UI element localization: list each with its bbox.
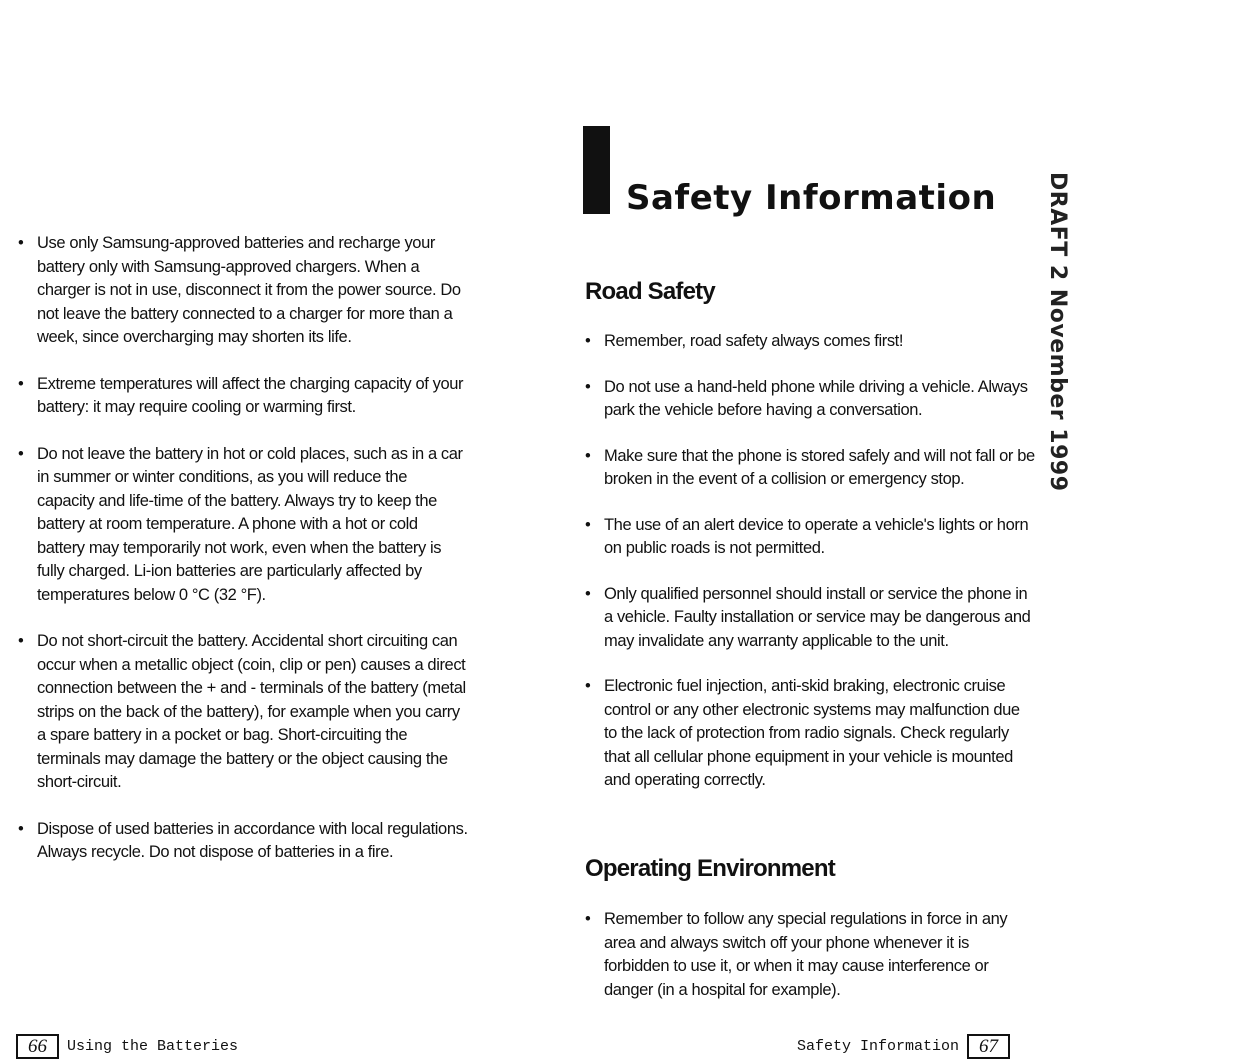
section-marker-bar (583, 126, 610, 214)
page-number-left: 66 (16, 1034, 59, 1059)
list-item: • Dispose of used batteries in accordance with local regulations. Always recycle. Do not dispose of batteries in a fire. (18, 818, 468, 865)
list-item: • Make sure that the phone is stored safely and will not fall or be broken in the event of a collision or emergency stop. (585, 445, 1035, 492)
list-item: • The use of an alert device to operate a vehicle's lights or horn on public roads is not permitted. (585, 514, 1035, 561)
footer-label-left: Using the Batteries (67, 1038, 239, 1055)
list-item: • Use only Samsung-approved batteries and recharge your battery only with Samsung-approved chargers. When a charger is not in use, disconnect it from the power source. Do not leave the battery connected to a charger for more than a week, since overcharging may shorten its life. (18, 232, 468, 350)
list-item: • Remember, road safety always comes first! (585, 330, 1035, 354)
list-item: • Only qualified personnel should install or service the phone in a vehicle. Faulty installation or service may be dangerous and may invalidate any warranty applicable to the unit. (585, 583, 1035, 654)
road-safety-bullet-list (585, 330, 1035, 793)
footer-label-right: Safety Information (797, 1038, 960, 1055)
operating-environment-content (585, 908, 1035, 1002)
list-item: • Electronic fuel injection, anti-skid braking, electronic cruise control or any other electronic systems may malfunction due to the lack of protection from radio signals. Check regularly that all cellular phone equipment in your vehicle is mounted and operating correctly. (585, 675, 1035, 793)
left-page-footer (16, 1034, 238, 1059)
list-item: • Do not leave the battery in hot or cold places, such as in a car in summer or winter conditions, as you will reduce the capacity and life-time of the battery. Always try to keep the battery at room temperature. A phone with a hot or cold battery may temporarily not work, even when the battery is fully charged. Li-ion batteries are particularly affected by temperatures below 0 °C (32 °F). (18, 443, 468, 608)
draft-watermark: DRAFT 2 November 1999 (1045, 172, 1070, 492)
page-number-right: 67 (967, 1034, 1010, 1059)
road-safety-heading: Road Safety (585, 278, 715, 305)
left-page-content (18, 232, 468, 888)
operating-environment-heading: Operating Environment (585, 855, 835, 882)
list-item: • Do not use a hand-held phone while driving a vehicle. Always park the vehicle before having a conversation. (585, 376, 1035, 423)
list-item: • Do not short-circuit the battery. Accidental short circuiting can occur when a metallic object (coin, clip or pen) causes a direct connection between the + and - terminals of the battery (metal strips on the back of the battery), for example when you carry a spare battery in a pocket or bag. Short-circuiting the terminals may damage the battery or the object causing the short-circuit. (18, 630, 468, 795)
page-title: Safety Information (626, 178, 997, 218)
list-item: • Remember to follow any special regulations in force in any area and always switch off your phone whenever it is forbidden to use it, or when it may cause interference or danger (in a hospital for example). (585, 908, 1035, 1002)
road-safety-content (585, 330, 1035, 815)
operating-environment-bullet-list (585, 908, 1035, 1002)
right-page-footer (797, 1034, 1010, 1059)
battery-bullet-list (18, 232, 468, 865)
list-item: • Extreme temperatures will affect the charging capacity of your battery: it may require cooling or warming first. (18, 373, 468, 420)
